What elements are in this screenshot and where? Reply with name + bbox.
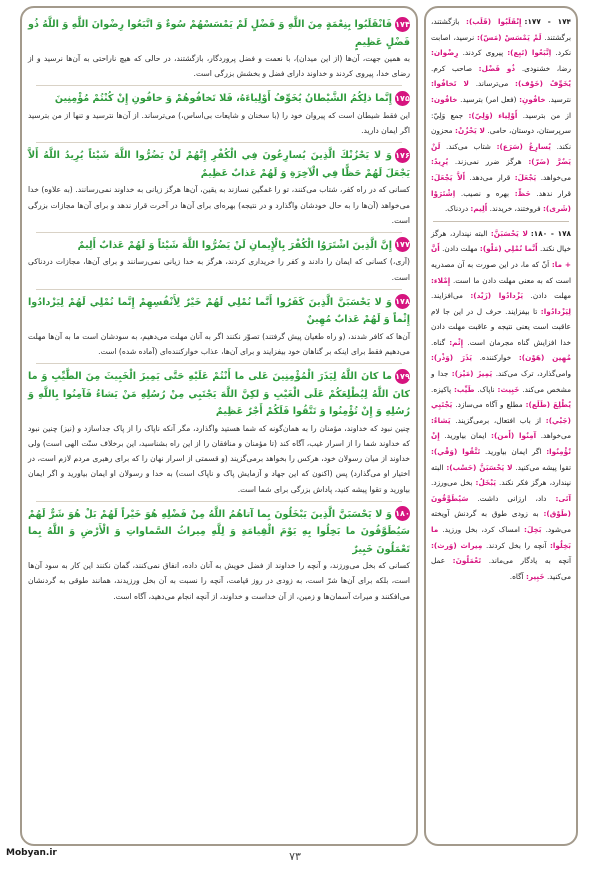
glossary-meaning: می‌خواهد.	[540, 172, 571, 182]
glossary-word: أَوْلِياء (وَلِيّ):	[468, 110, 518, 120]
glossary-meaning: به زودی طوق به گردنش آویخته می‌شود.	[431, 509, 572, 534]
verse-separator	[36, 142, 402, 143]
verse-block	[28, 506, 410, 604]
glossary-sidebar	[424, 6, 578, 846]
verse-translation: به همین جهت، آن‌ها (از این میدان)، با نعمت و فضل پروردگار، بازگشتند، در حالی که هیچ ناراحتی به آن‌ها نرسید و از رضای خدا، پیروی کردند و خداوند دارای فضل و بخشش بزرگی است.	[28, 54, 410, 79]
verse-number-badge: ۱۷۷	[395, 237, 410, 252]
verse-translation: کسانی که بخل می‌ورزند، و آنچه را خداوند از فضل خویش به آنان داده، انفاق نمی‌کنند، گمان نکنند این کار به سود آن‌ها است، بلکه برای آن‌ها شرّ است، به زودی در روز قیامت، آنچه را نسبت به آن بخل ورزیدند، همانند طوقی به گردنشان می‌افکنند و میراث آسمان‌ها و زمین، از آن خداست و خداوند، از آنچه انجام می‌دهید، آگاه است.	[28, 561, 410, 601]
glossary-meaning: ناپاک.	[477, 384, 495, 394]
verse-arabic-text: فَانْقَلَبُوا بِنِعْمَةٍ مِنَ اللَّهِ وَ فَضْلٍ لَمْ يَمْسَسْهُمْ سُوءٌ وَ اتَّبَعُوا رِضْوانَ اللَّهِ وَ اللَّهُ ذُو فَضْلٍ عَظِيمٍ	[28, 19, 410, 48]
verse-translation: چنین نبود که خداوند، مؤمنان را به همان‌گونه که شما هستید واگذارد، مگر آنکه ناپاک را از پاک جداسازد و (نیز) چنین نبود که خداوند شما را از اسرار غیب، آگاه کند (تا مؤمنان و منافقان را از این راه بشناسید، این برخلاف سنّت الهی است) ولی خداوند از میان رسولان خود، هرکس را بخواهد برمی‌گزیند (و قسمتی از اسرار نهان را که برای رهبری مردم لازم است، در اختیار او می‌گذارد) پس (اکنون که این جهاد و آزمایش پاک و ناپاک است) به خدا و رسولان او ایمان بیاورید و اگر ایمان بیاورید و تقوا پیشه کنید، پاداش بزرگی برای شما است.	[28, 423, 410, 494]
verse-arabic-text: إِنَّما ذلِكُمُ الشَّيْطانُ يُخَوِّفُ أَوْلِياءَهُ، فَلا تَخافُوهُمْ وَ خافُونِ إِنْ كُنْتُمْ مُؤْمِنِينَ	[54, 93, 392, 105]
verse-arabic	[28, 294, 410, 329]
glossary-meaning: قرار می‌دهد.	[469, 172, 511, 182]
glossary-meaning: تا بیفزایند. حرف ل در این جا لام عاقبت است یعنی نتیجه و عاقبت مهلت دادن خدا افزایش گناه مجرمان است.	[431, 306, 571, 347]
glossary-word: حَظّ:	[514, 188, 531, 198]
glossary-meaning: فروختند، خریدند.	[489, 204, 541, 214]
main-content-panel	[20, 6, 418, 846]
verse-separator	[36, 501, 402, 502]
verse-arabic	[28, 16, 410, 51]
glossary-word: مُهِين (هَوْن):	[518, 353, 571, 363]
verse-translation: آن‌ها که کافر شدند، (و راه طغیان پیش گرفتند) تصوّر نکنند اگر به آنان مهلت می‌دهیم، به سودشان است ما به آن‌ها مهلت می‌دهیم فقط برای اینکه بر گناهان خود بیفزایند و برای آن‌ها، عذاب خوارکننده‌ای (آماده شده) است.	[28, 331, 410, 357]
verse-block	[28, 147, 410, 228]
glossary-word: ذُو فَضْل:	[478, 63, 516, 73]
glossary-meaning: هرگز ضرر نمی‌زند.	[454, 157, 522, 167]
brand-watermark: Mobyan.ir	[6, 848, 57, 858]
glossary-verse-range: ۱۷۴ - ۱۷۷:	[524, 17, 571, 26]
glossary-meaning: دردناک.	[444, 204, 469, 214]
glossary-word: يُخَوِّفُ (خَوْف):	[515, 79, 571, 89]
glossary-word: يَذَرَ (وَذْر):	[431, 353, 473, 363]
glossary-word: سَيُطَوَّقُونَ (طَوْق):	[431, 493, 571, 519]
glossary-meaning: محزون نکند.	[431, 126, 571, 151]
glossary-meaning: جدا و مشخص می‌کند.	[431, 369, 571, 394]
verse-block	[28, 90, 410, 138]
glossary-word: اِشْتَرَوْا (شَرى):	[431, 188, 571, 214]
glossary-meaning: قرار ندهد.	[536, 188, 571, 198]
glossary-word: يَجْعَلَ:	[514, 172, 537, 182]
glossary-separator	[433, 221, 569, 222]
verse-separator	[36, 363, 402, 364]
glossary-word: يَزْدادُوا (زَيْد):	[470, 291, 524, 301]
glossary-meaning: اگر ایمان بیاورید.	[484, 447, 542, 457]
glossary-meaning: می‌ترساند.	[475, 79, 509, 89]
verse-arabic-text: ما كانَ اللَّهُ لِيَذَرَ الْمُؤْمِنِينَ عَلى ما أَنْتُمْ عَلَيْهِ حَتَّى يَمِيزَ الْخَبِيثَ مِنَ الطَّيِّبِ وَ ما كانَ اللَّهُ لِيُطْلِعَكُمْ عَلَى الْغَيْبِ وَ لكِنَّ اللَّهَ يَجْتَبِي مِنْ رُسُلِهِ مَنْ يَشاءُ فَآمِنُوا بِاللَّهِ وَ رُسُلِهِ وَ إِنْ تُؤْمِنُوا وَ تَتَّقُوا فَلَكُمْ أَجْرٌ عَظِيمٌ	[28, 371, 410, 418]
glossary-meaning: تقوا پیشه می‌کنید.	[515, 462, 571, 472]
glossary-meaning: می‌خواهد.	[540, 431, 571, 441]
glossary-meaning: اَنّ که ما، در این صورت به آن مصدریه است که به معنی مهلت دادن ما است.	[431, 259, 571, 285]
glossary-word: رِضْوان:	[431, 48, 459, 58]
glossary-word: طَيِّب:	[453, 384, 475, 394]
glossary-word: خَبِيث:	[497, 384, 520, 394]
glossary-meaning: نترسید.	[548, 94, 571, 104]
glossary-word: أَنَّ + ما:	[431, 244, 571, 269]
glossary-meaning: آنچه را بخل کردند.	[486, 540, 547, 550]
glossary-meaning: پیروی کردند.	[462, 48, 504, 58]
glossary-word: لِيَزْدادُوا:	[540, 306, 571, 316]
verse-arabic	[28, 368, 410, 421]
verse-separator	[36, 85, 402, 86]
verse-block	[28, 237, 410, 285]
glossary-word: إِمْلاء:	[431, 275, 451, 285]
glossary-word: أَلِيم:	[470, 204, 488, 214]
verse-translation: کسانی که در راه کفر، شتاب می‌کنند، تو را غمگین نسازند به یقین، آن‌ها هرگز زیانی به خداوند نمی‌رسانند. (به علاوه) خدا می‌خواهد (آن‌ها را به حال خودشان واگذارد و در نتیجه) بهره‌ای برای آن‌ها در آخرت قرار ندهد و برای آن‌ها مجازات بزرگی است.	[28, 185, 410, 225]
glossary-meaning: جمع وَلِيّ: سرپرستان، دوستان، حامی.	[431, 110, 571, 136]
verse-translation: (آری،) کسانی که ایمان را دادند و کفر را خریداری کردند، هرگز به خدا زیانی نمی‌رسانند و برای آن‌ها، مجازات دردناکی است.	[28, 257, 410, 282]
glossary-meaning: از باب افتعال، برمی‌گزیند.	[455, 415, 542, 425]
glossary-word: إِنْقَلَبُوا (قَلَب):	[466, 17, 522, 26]
glossary-meaning: البته نپندارد، هرگز خیال نکند.	[431, 228, 571, 254]
glossary-meaning: مهلت دادن.	[530, 291, 571, 301]
glossary-word: يَشاءُ:	[431, 415, 451, 425]
glossary-meaning: گناه.	[431, 337, 446, 347]
glossary-word: بَخِلَ:	[524, 525, 542, 534]
glossary-word: يَمِيزَ (مَيْز):	[451, 369, 493, 379]
glossary-word: لا يَحْسَبَنَّ (حَسْب):	[446, 462, 513, 472]
verse-arabic	[28, 237, 410, 255]
glossary-meaning: بهره و نصیب.	[460, 188, 510, 198]
glossary-meaning: امساک کرد، بخل ورزید.	[442, 525, 520, 534]
glossary-section	[431, 226, 571, 585]
glossary-word: ما بَخِلُوا:	[431, 525, 571, 550]
verse-arabic-text: وَ لا يَحْسَبَنَّ الَّذِينَ كَفَرُوا أَنَّما نُمْلِي لَهُمْ خَيْرٌ لِأَنْفُسِهِمْ إِنَّما نُمْلِي لَهُمْ لِيَزْدادُوا إِثْماً وَ لَهُمْ عَذابٌ مُهِينٌ	[28, 296, 410, 326]
glossary-word: خافُونِ:	[519, 94, 546, 104]
glossary-meaning: آنچه به یادگار می‌ماند.	[488, 556, 571, 566]
verse-block	[28, 368, 410, 497]
glossary-word: أَلاَّ يَجْعَلَ:	[431, 172, 466, 182]
glossary-word: لا يَحْسَبَنَّ:	[490, 228, 528, 238]
glossary-meaning: نرسید، اصابت نکرد.	[431, 32, 572, 58]
glossary-word: لا تَخافُوا:	[431, 79, 469, 89]
glossary-word: إِثْم:	[449, 337, 464, 347]
glossary-meaning: رضا، خشنودی.	[521, 63, 571, 73]
glossary-meaning: بازگشتند، برگشتند.	[431, 17, 572, 42]
glossary-word: يَجْتَبِي (جَبْي):	[431, 400, 571, 425]
glossary-word: تَعْمَلُونَ:	[452, 556, 482, 566]
verse-number-badge: ۱۷۴	[395, 17, 410, 32]
verse-arabic-text: وَ لا يَحْزُنْكَ الَّذِينَ يُسارِعُونَ فِي الْكُفْرِ إِنَّهُمْ لَنْ يَضُرُّوا اللَّهَ شَيْئاً يُرِيدُ اللَّهُ أَلاَّ يَجْعَلَ لَهُمْ حَظًّا فِي الْآخِرَةِ وَ لَهُمْ عَذابٌ عَظِيمٌ	[28, 150, 410, 179]
glossary-meaning: آگاه.	[509, 571, 524, 581]
glossary-verse-range: ۱۷۸ - ۱۸۰:	[530, 228, 571, 238]
page-number: ۷۳	[289, 850, 301, 863]
glossary-meaning: (فعل امر) بترسید.	[460, 94, 517, 104]
glossary-word: مِيراث (وَرث):	[431, 540, 483, 550]
glossary-word: خَبِير:	[525, 571, 545, 581]
glossary-meaning: می‌افزایند.	[431, 291, 463, 301]
verse-number-badge: ۱۷۶	[395, 148, 410, 163]
glossary-word: يُسارِعُ (سَرَع):	[496, 141, 551, 151]
verse-translation: این فقط شیطان است که پیروان خود را (با سخنان و شایعات بی‌اساس،) می‌ترساند. از آن‌ها نترسید و تنها از من بترسید اگر ایمان دارید.	[28, 110, 410, 136]
glossary-meaning: صاحب کرم.	[431, 63, 473, 73]
verse-number-badge: ۱۸۰	[395, 506, 410, 521]
verse-separator	[36, 232, 402, 233]
glossary-word: يَبْخَلُ:	[475, 478, 496, 488]
glossary-word: اِتَّبَعُوا (تَبِع):	[507, 48, 552, 58]
glossary-word: لا يَحْزُنْ:	[455, 126, 485, 136]
glossary-word: أَنَّما نُمْلِي (مَلْو):	[479, 244, 538, 254]
glossary-word: لَنْ يَضُرَّ (ضَرّ):	[431, 141, 572, 167]
verse-number-badge: ۱۷۸	[395, 294, 410, 309]
glossary-meaning: داد، ارزانی داشت.	[477, 493, 547, 503]
verse-separator	[36, 289, 402, 290]
glossary-word: تَتَّقُوا (وَقْي):	[431, 447, 481, 457]
glossary-word: إِنْ تُؤْمِنُوا:	[431, 431, 571, 457]
glossary-word: يُطْلِعَ (طَلَع):	[525, 400, 571, 410]
glossary-word: خافُون:	[431, 94, 458, 104]
verse-number-badge: ۱۷۹	[395, 369, 410, 384]
verse-arabic-text: وَ لا يَحْسَبَنَّ الَّذِينَ يَبْخَلُونَ بِما آتاهُمُ اللَّهُ مِنْ فَضْلِهِ هُوَ خَيْراً لَهُمْ بَلْ هُوَ شَرٌّ لَهُمْ سَيُطَوَّقُونَ ما بَخِلُوا بِهِ يَوْمَ الْقِيامَةِ وَ لِلَّهِ مِيراثُ السَّماواتِ وَ الْأَرْضِ وَ اللَّهُ بِما تَعْمَلُونَ خَبِيرٌ	[28, 508, 410, 555]
glossary-meaning: ایمان بیاورید.	[444, 431, 487, 441]
glossary-meaning: بخل می‌ورزد.	[431, 478, 473, 488]
glossary-word: آتَى:	[555, 493, 571, 503]
glossary-word: يُرِيدُ:	[431, 157, 449, 167]
verse-arabic-text: إِنَّ الَّذِينَ اشْتَرَوُا الْكُفْرَ بِالْإِيمانِ لَنْ يَضُرُّوا اللَّهَ شَيْئاً وَ لَهُمْ عَذابٌ أَلِيمٌ	[77, 239, 392, 251]
glossary-meaning: مطلع و آگاه می‌سازد.	[455, 400, 523, 410]
glossary-meaning: از من بترسید.	[522, 110, 571, 120]
glossary-meaning: البته نپندارد، هرگز فکر نکند.	[431, 462, 571, 488]
verse-arabic	[28, 147, 410, 182]
glossary-meaning: شتاب می‌کند.	[446, 141, 491, 151]
verse-arabic	[28, 506, 410, 559]
glossary-meaning: عمل می‌کنید.	[431, 556, 571, 581]
glossary-section	[431, 14, 571, 217]
glossary-meaning: پاکیزه.	[431, 384, 452, 394]
glossary-word: لَمْ يَمْسَسْ (مَسّ):	[477, 32, 542, 42]
glossary-meaning: مهلت دادن.	[442, 244, 478, 254]
glossary-word: آمِنُوا (أَمن):	[491, 431, 537, 441]
glossary-meaning: وامی‌گذارد، ترک می‌کند.	[495, 369, 571, 379]
glossary-meaning: خوارکننده.	[479, 353, 512, 363]
verse-block	[28, 294, 410, 359]
verse-block	[28, 16, 410, 81]
verse-number-badge: ۱۷۵	[395, 91, 410, 106]
verse-arabic	[28, 90, 410, 108]
